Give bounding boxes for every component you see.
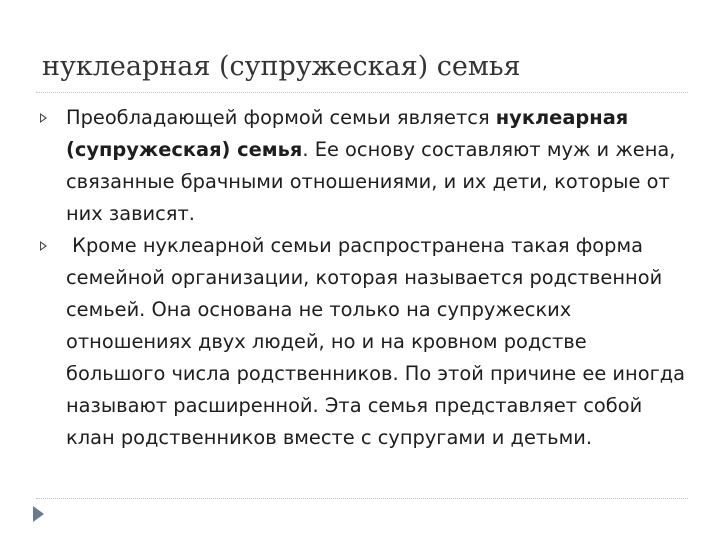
next-arrow-icon[interactable]	[33, 506, 44, 522]
title-divider	[36, 92, 688, 93]
triangle-bullet-icon	[40, 241, 47, 251]
bullet-text-rest: . Ее основу составляют муж и жена, связанные брачными отношениями, и их дети, которые от них зависят.	[66, 138, 676, 225]
footer-divider	[36, 498, 688, 499]
bullet-text-emphasis: нуклеарная (супружеская) семья	[66, 106, 629, 161]
slide-title: нуклеарная (супружеская) семья	[42, 51, 521, 82]
bullet-item	[36, 230, 692, 454]
slide-body	[36, 102, 692, 454]
triangle-bullet-icon	[40, 113, 47, 123]
bullet-text-intro: Преобладающей формой семьи является	[66, 106, 496, 129]
bullet-text: Кроме нуклеарной семьи распространена такая форма семейной организации, которая называется родственной семьей. Она основана не только на супружеских отношениях двух людей, но и на кровном родстве большого числа родственников. По этой причине ее иногда называют расширенной. Эта семья представляет собой клан родственников вместе с супругами и детьми.	[66, 234, 692, 449]
bullet-item	[36, 102, 686, 230]
